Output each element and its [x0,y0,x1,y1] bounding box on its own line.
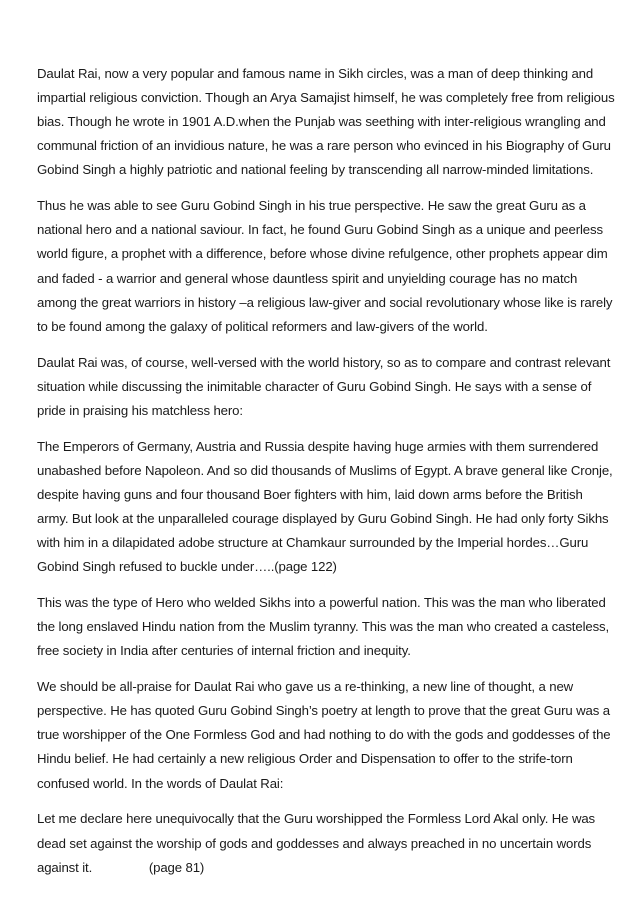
text-line: Gobind Singh a highly patriotic and national feeling by transcending all narrow-minded limitations. [37,162,594,178]
text-line: perspective. He has quoted Guru Gobind Singh’s poetry at length to prove that the great Guru was a [37,703,610,719]
text-line: This was the type of Hero who welded Sikhs into a powerful nation. This was the man who liberated [37,595,606,611]
text-line: The Emperors of Germany, Austria and Russia despite having huge armies with them surrendered [37,438,599,454]
text-line: confused world. In the words of Daulat Rai: [37,775,284,791]
text-line: unabashed before Napoleon. And so did thousands of Muslims of Egypt. A brave general like Cronje, [37,462,613,478]
text-line: bias. Though he wrote in 1901 A.D.when the Punjab was seething with inter-religious wrangling and [37,114,606,130]
text-line: Gobind Singh refused to buckle under…..(page 122) [37,559,337,575]
text-line: to be found among the galaxy of political reformers and law-givers of the world. [37,318,488,334]
quote-paragraph-2 [37,807,603,879]
paragraph-3 [37,351,611,423]
text-line: situation while discussing the inimitable character of Guru Gobind Singh. He says with a sense of [37,378,592,394]
text-line: true worshipper of the One Formless God and had nothing to do with the gods and goddesses of the [37,727,611,743]
text-line: and faded - a warrior and general whose dauntless spirit and unyielding courage has no match [37,270,578,286]
text-line: dead set against the worship of gods and goddesses and always preached in no uncertain words [37,835,592,851]
paragraph-6 [37,675,611,795]
text-line: army. But look at the unparalleled courage displayed by Guru Gobind Singh. He had only forty Sikhs [37,510,609,526]
text-line: pride in praising his matchless hero: [37,402,243,418]
text-line: Hindu belief. He had certainly a new religious Order and Dispensation to offer to the strife-torn [37,751,573,767]
paragraph-2 [37,194,613,339]
text-line: national hero and a national saviour. In fact, he found Guru Gobind Singh as a unique and peerless [37,222,603,238]
paragraph-1 [37,62,615,182]
text-line: Thus he was able to see Guru Gobind Singh in his true perspective. He saw the great Guru as a [37,198,586,214]
text-line: the long enslaved Hindu nation from the Muslim tyranny. This was the man who created a casteless, [37,619,610,635]
text-line: world figure, a prophet with a difference, before whose divine refulgence, other prophets appear dim [37,246,608,262]
text-line: communal friction of an invidious nature, he was a rare person who evinced in his Biography of Guru [37,138,611,154]
text-line: impartial religious conviction. Though an Arya Samajist himself, he was completely free from religious [37,90,615,106]
document-page [37,62,615,891]
paragraph-5 [37,591,610,663]
text-line: Daulat Rai, now a very popular and famous name in Sikh circles, was a man of deep thinking and [37,66,594,81]
text-line: with him in a dilapidated adobe structure at Chamkaur surrounded by the Imperial hordes…Guru [37,535,589,551]
quote-paragraph-1 [37,435,613,580]
text-line: We should be all-praise for Daulat Rai who gave us a re-thinking, a new line of thought, a new [37,679,574,695]
text-line: among the great warriors in history –a religious law-giver and social revolutionary whose like is rarely [37,294,613,310]
text-line: against it. (page 81) [37,859,205,875]
text-line: Daulat Rai was, of course, well-versed with the world history, so as to compare and contrast relevant [37,354,611,370]
text-line: Let me declare here unequivocally that the Guru worshipped the Formless Lord Akal only. He was [37,811,596,827]
text-line: despite having guns and four thousand Boer fighters with him, laid down arms before the British [37,486,583,502]
text-line: free society in India after centuries of internal friction and inequity. [37,643,411,659]
